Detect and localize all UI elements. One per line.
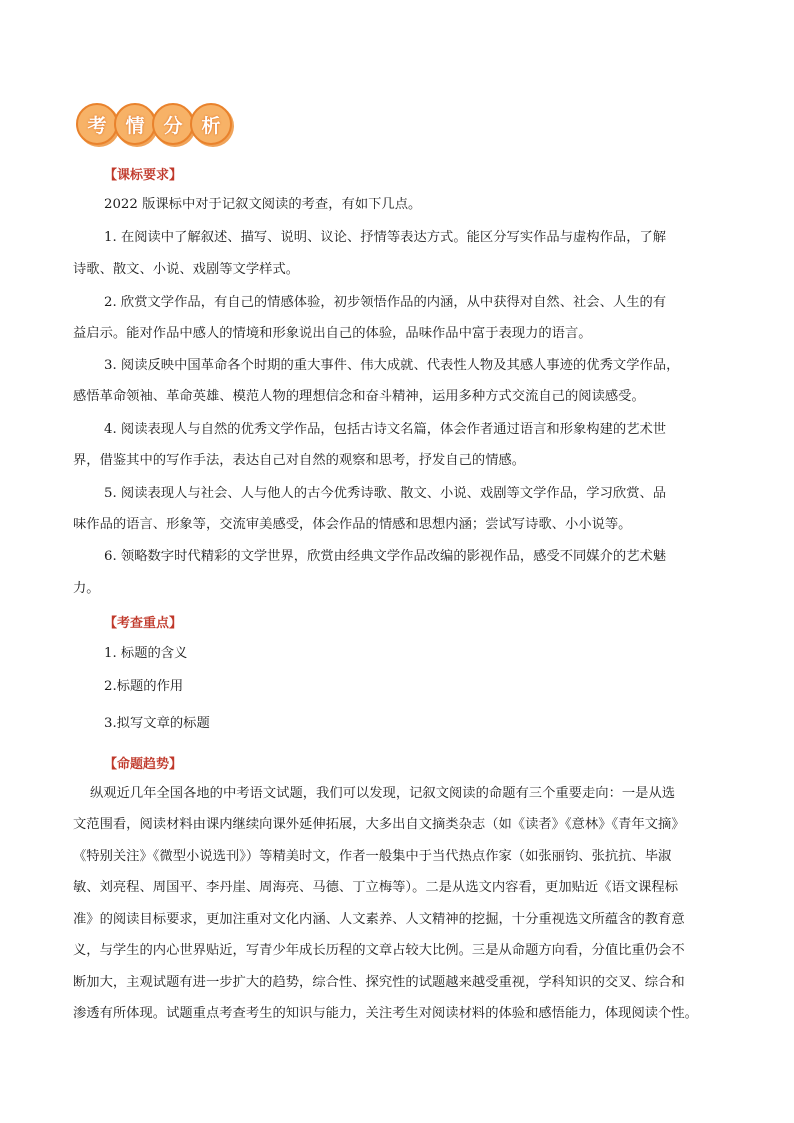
requirements-line: 界，借鉴其中的写作手法，表达自己对自然的观察和思考，抒发自己的情感。 (73, 453, 526, 468)
requirements-line: 6. 领略数字时代精彩的文学世界，欣赏由经典文学作品改编的影视作品，感受不同媒介的艺术魅 (104, 549, 667, 564)
requirements-line: 益启示。能对作品中感人的情境和形象说出自己的体验，品味作品中富于表现力的语言。 (73, 326, 592, 341)
requirements-line: 力。 (73, 581, 100, 596)
trend-line: 断加大，主观试题有进一步扩大的趋势，综合性、探究性的试题越来越受重视，学科知识的交叉、综合和 (73, 975, 685, 990)
focus-item: 1. 标题的含义 (104, 646, 188, 661)
requirements-line: 诗歌、散文、小说、戏剧等文学样式。 (73, 262, 300, 277)
section-banner (76, 103, 228, 145)
requirements-line: 5. 阅读表现人与社会、人与他人的古今优秀诗歌、散文、小说、戏剧等文学作品，学习欣赏、品 (104, 486, 667, 501)
trend-line: 文范围看，阅读材料由课内继续向课外延伸拓展，大多出自文摘类杂志（如《读者》《意林》《青年文摘》 (73, 817, 685, 832)
focus-heading: 【考查重点】 (104, 616, 183, 631)
trend-line: 纵观近几年全国各地的中考语文试题，我们可以发现，记叙文阅读的命题有三个重要走向：一是从选 (90, 786, 676, 801)
requirements-line: 味作品的语言、形象等，交流审美感受，体会作品的情感和思想内涵；尝试写诗歌、小小说等。 (73, 517, 632, 532)
banner-char: 析 (190, 103, 232, 145)
requirements-line: 4. 阅读表现人与自然的优秀文学作品，包括古诗文名篇，体会作者通过语言和形象构建的艺术世 (104, 422, 667, 437)
trend-line: 渗透有所体现。试题重点考查考生的知识与能力，关注考生对阅读材料的体验和感悟能力，体现阅读个性。 (73, 1006, 698, 1021)
requirements-line: 2. 欣赏文学作品，有自己的情感体验，初步领悟作品的内涵，从中获得对自然、社会、人生的有 (104, 295, 667, 310)
trend-heading: 【命题趋势】 (104, 757, 183, 772)
requirements-intro: 2022 版课标中对于记叙文阅读的考查，有如下几点。 (104, 197, 422, 212)
requirements-line: 1. 在阅读中了解叙述、描写、说明、议论、抒情等表达方式。能区分写实作品与虚构作品，了解 (104, 230, 667, 245)
trend-line: 义，与学生的内心世界贴近，写青少年成长历程的文章占较大比例。三是从命题方向看，分值比重仍会不 (73, 943, 685, 958)
trend-line: 敏、刘亮程、周国平、李丹崖、周海亮、马德、丁立梅等）。二是从选文内容看，更加贴近《语文课程标 (73, 880, 679, 895)
requirements-heading: 【课标要求】 (104, 168, 183, 183)
banner-char: 分 (152, 103, 194, 145)
focus-item: 3.拟写文章的标题 (104, 716, 210, 731)
focus-item: 2.标题的作用 (104, 679, 184, 694)
banner-char: 情 (114, 103, 156, 145)
trend-line: 《特别关注》《微型小说选刊》）等精美时文，作者一般集中于当代热点作家（如张丽钧、张抗抗、毕淑 (73, 849, 672, 864)
trend-line: 准》的阅读目标要求，更加注重对文化内涵、人文素养、人文精神的挖掘，十分重视选文所蕴含的教育意 (73, 912, 685, 927)
requirements-line: 感悟革命领袖、革命英雄、模范人物的理想信念和奋斗精神，运用多种方式交流自己的阅读感受。 (73, 389, 645, 404)
banner-char: 考 (76, 103, 118, 145)
requirements-line: 3. 阅读反映中国革命各个时期的重大事件、伟大成就、代表性人物及其感人事迹的优秀文学作品， (104, 358, 680, 373)
